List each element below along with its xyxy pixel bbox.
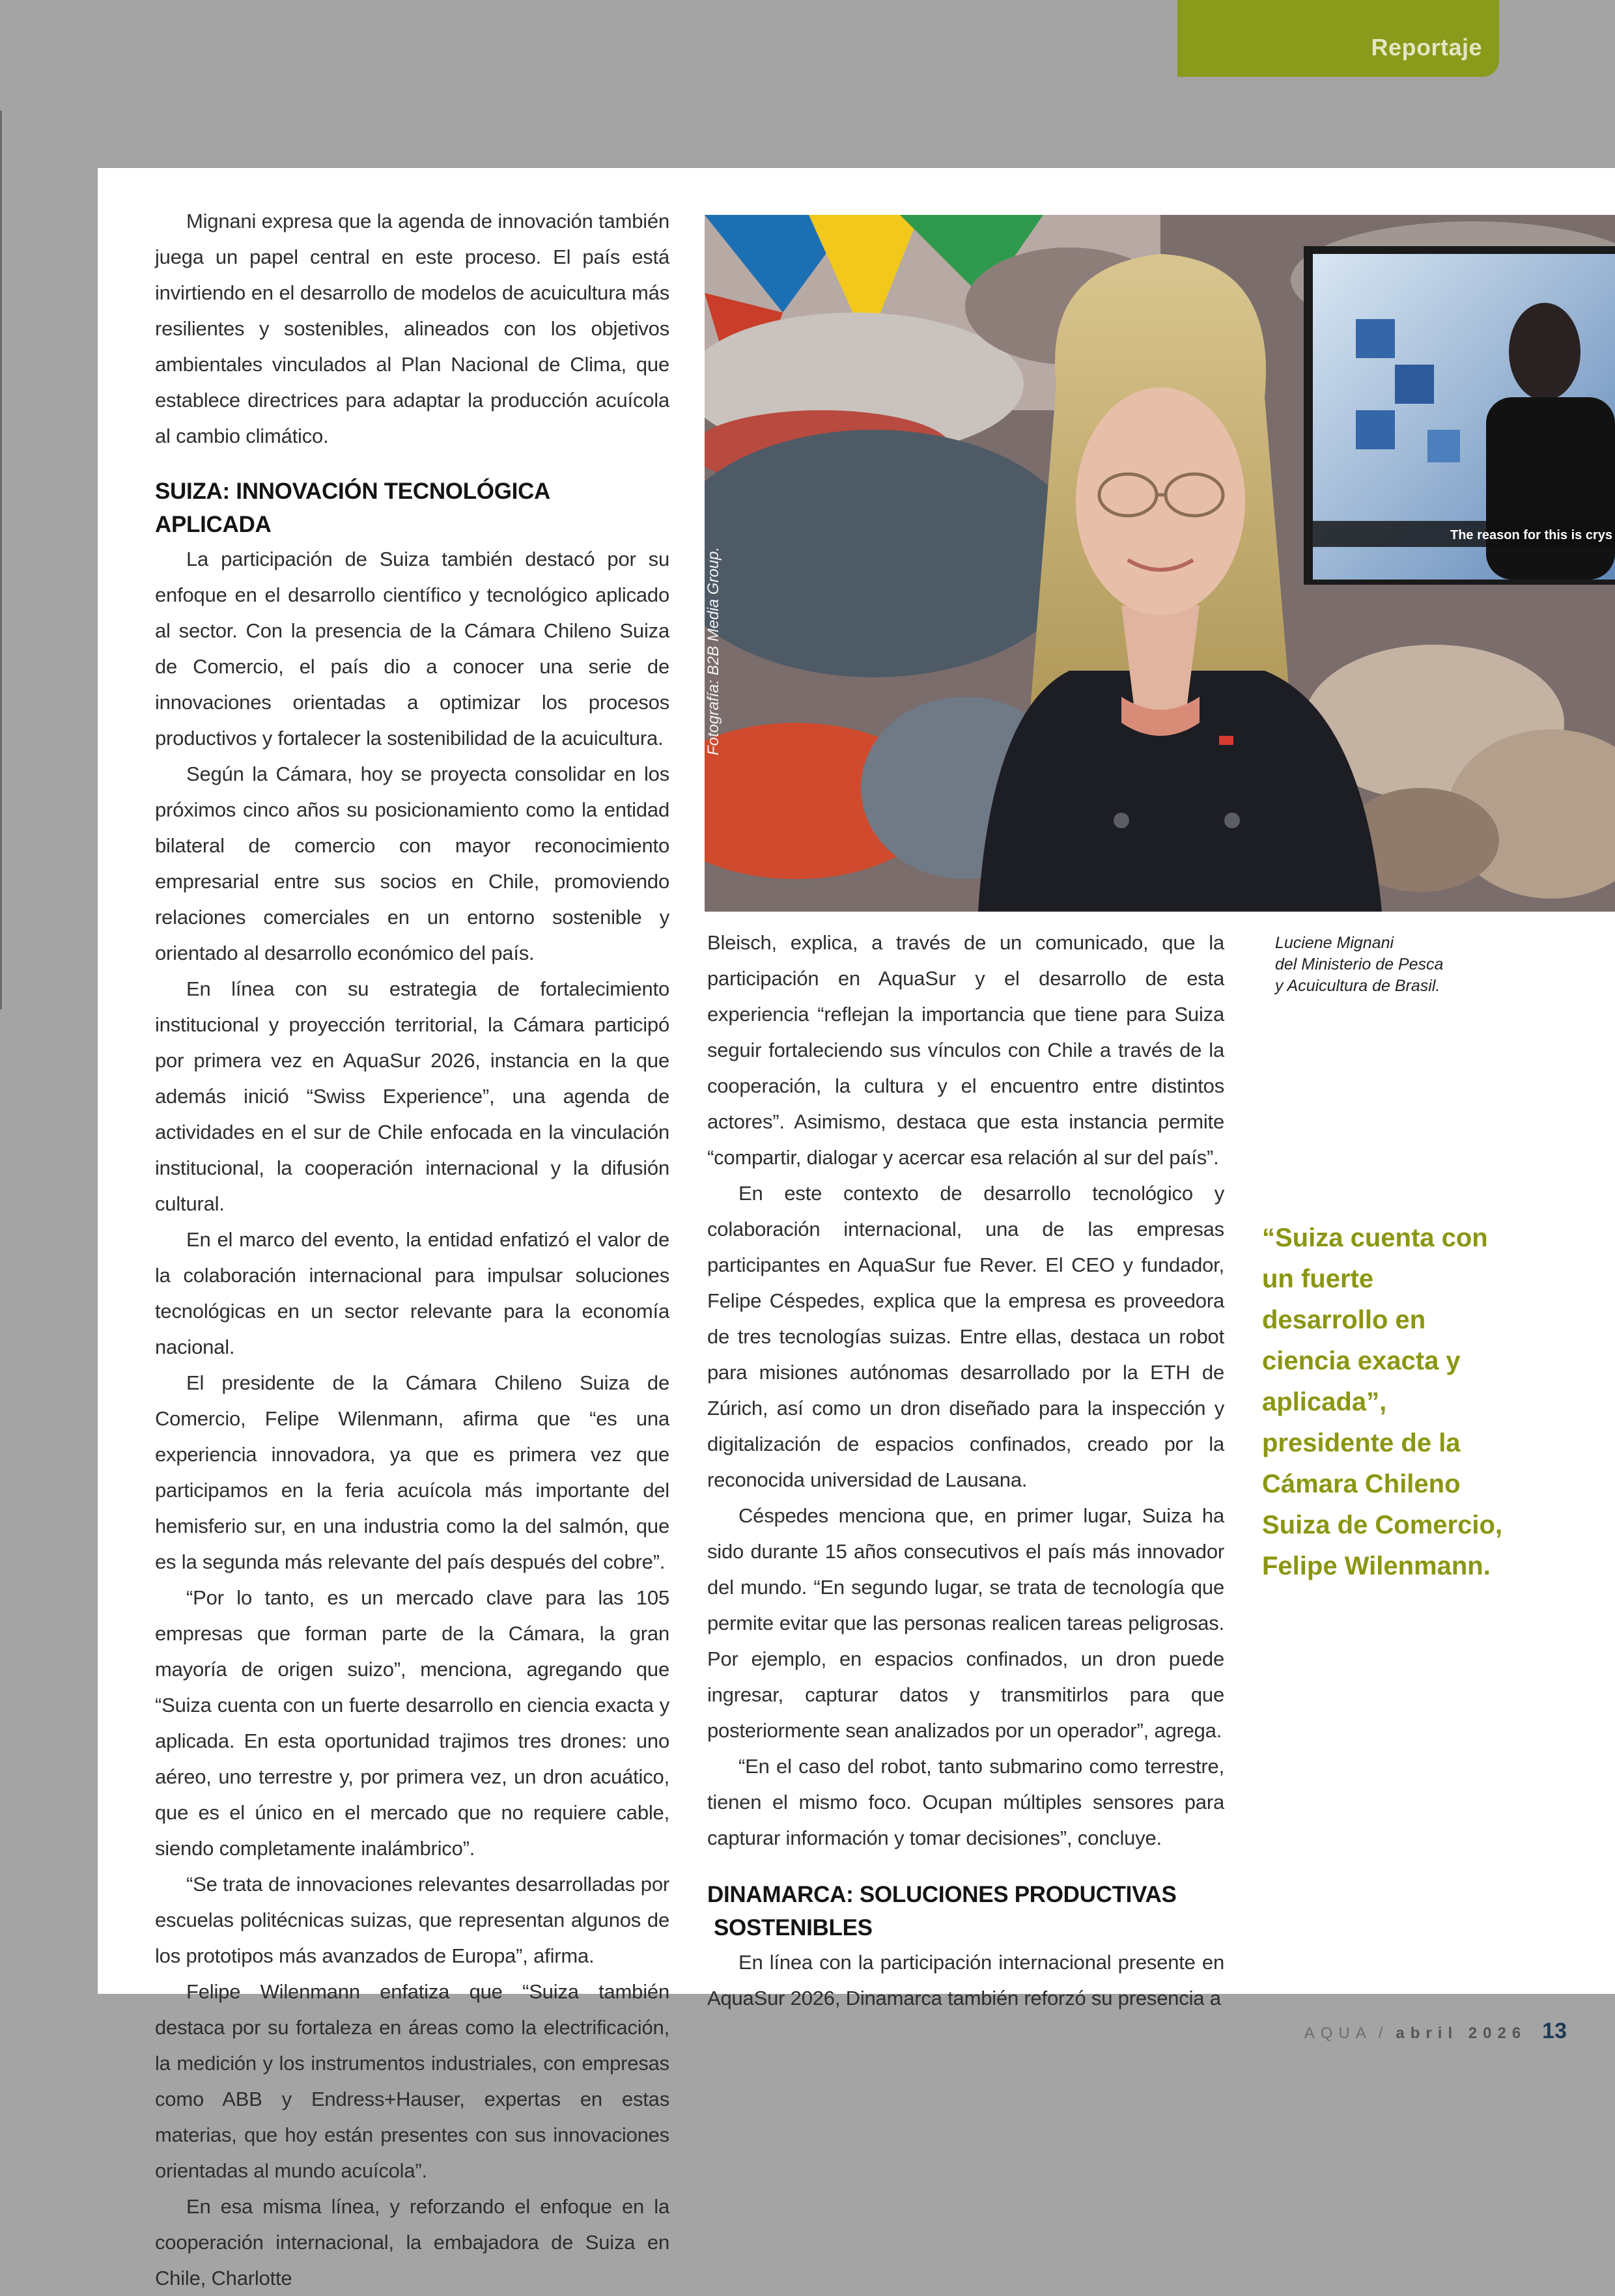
middle-column: [707, 925, 1224, 2016]
paragraph: Céspedes menciona que, en primer lugar, Suiza ha sido durante 15 años consecutivos el país más innovador del mundo. “En segundo lugar, se trata de tecnología que permite evitar que las personas realicen tareas peligrosas. Por ejemplo, en espacios confinados, un dron puede ingresar, capturar datos y transmitirlos para que posteriormente sean analizados por un operador”, agrega.: [707, 1504, 1224, 1742]
paragraph: La participación de Suiza también destacó por su enfoque en el desarrollo científico y tecnológico aplicado al sector. Con la presencia de la Cámara Chileno Suiza de Comercio, el país dio a conocer una serie de innovaciones orientadas a optimizar los procesos productivos y fortalecer la sostenibilidad de la acuicultura.: [155, 548, 669, 749]
paragraph: “En el caso del robot, tanto submarino como terrestre, tienen el mismo foco. Ocupan múltiples sensores para capturar información y tomar decisiones”, concluye.: [707, 1755, 1224, 1849]
photo-illustration: [705, 215, 1615, 912]
feature-photo: [705, 215, 1615, 912]
page-footer: [1304, 2019, 1567, 2044]
left-edge-rule: [0, 111, 2, 1009]
paragraph: En línea con su estrategia de fortalecimiento institucional y proyección territorial, la Cámara participó por primera vez en AquaSur 2026, instancia en la que además inició “Swiss Experience”, una agenda de actividades en el sur de Chile enfocada en la vinculación institucional, la cooperación internacional y la difusión cultural.: [155, 977, 669, 1215]
paragraph: En el marco del evento, la entidad enfatizó el valor de la colaboración internacional para impulsar soluciones tecnológicas en un sector relevante para la economía nacional.: [155, 1228, 669, 1358]
paragraph: “Se trata de innovaciones relevantes desarrolladas por escuelas politécnicas suizas, que representan algunos de los prototipos más avanzados de Europa”, afirma.: [155, 1873, 669, 1967]
section-heading-dinamarca: DINAMARCA: SOLUCIONES PRODUCTIVAS: [707, 1882, 1177, 1907]
paragraph: Según la Cámara, hoy se proyecta consolidar en los próximos cinco años su posicionamiento como la entidad bilateral de comercio con mayor reconocimiento empresarial entre sus socios en Chile, promoviendo relaciones comerciales en un entorno sostenible y orientado al desarrollo económico del país.: [155, 763, 669, 964]
caption-line: del Ministerio de Pesca: [1275, 955, 1444, 973]
pull-quote: “Suiza cuenta con un fuerte desarrollo en ciencia exacta y aplicada”, presidente de la Cámara Chileno Suiza de Comercio, Felipe Wilenmann.: [1262, 1224, 1502, 1580]
paragraph: El presidente de la Cámara Chileno Suiza de Comercio, Felipe Wilenmann, afirma que “es una experiencia innovadora, ya que es primera vez que participamos en la feria acuícola más importante del hemisferio sur, en una industria como la del salmón, que es la segunda más relevante del país después del cobre”.: [155, 1371, 669, 1573]
section-tab: [1177, 0, 1499, 77]
left-column: [155, 203, 669, 2296]
caption-line: Luciene Mignani: [1275, 934, 1394, 952]
magazine-name: AQUA: [1304, 2024, 1372, 2042]
section-heading-dinamarca-cont: SOSTENIBLES: [714, 1915, 873, 1940]
photo-credit: Fotografía: B2B Media Group.: [705, 546, 722, 755]
paragraph: “Por lo tanto, es un mercado clave para las 105 empresas que forman parte de la Cámara, la gran mayoría de origen suizo”, menciona, agregando que “Suiza cuenta con un fuerte desarrollo en ciencia exacta y aplicada. En esta oportunidad trajimos tres drones: uno aéreo, uno terrestre y, por primera vez, un dron acuático, que es el único en el mercado que no requiere cable, siendo completamente inalámbrico”.: [155, 1586, 669, 1860]
paragraph: Mignani expresa que la agenda de innovación también juega un papel central en este proceso. El país está invirtiendo en el desarrollo de modelos de acuicultura más resilientes y sostenibles, alineados con los objetivos ambientales vinculados al Plan Nacional de Clima, que establece directrices para adaptar la producción acuícola al cambio climático.: [155, 210, 669, 447]
paragraph: Felipe Wilenmann enfatiza que “Suiza también destaca por su fortaleza en áreas como la electrificación, la medición y los instrumentos industriales, con empresas como ABB y Endress+Hauser, expertas en estas materias, que hoy están presentes con sus innovaciones orientadas al mundo acuícola”.: [155, 1980, 669, 2182]
paragraph: En este contexto de desarrollo tecnológico y colaboración internacional, una de las empresas participantes en AquaSur fue Rever. El CEO y fundador, Felipe Céspedes, explica que la empresa es proveedora de tres tecnologías suizas. Entre ellas, destaca un robot para misiones autónomas desarrollado por la ETH de Zúrich, así como un dron diseñado para la inspección y digitalización de espacios confinados, creado por la reconocida universidad de Lausana.: [707, 1182, 1224, 1491]
screen-subtitle: The reason for this is crys: [1450, 528, 1612, 542]
issue-date: abril 2026: [1396, 2024, 1527, 2042]
page-number: 13: [1542, 2019, 1567, 2043]
caption-line: y Acuicultura de Brasil.: [1275, 977, 1440, 995]
footer-separator: /: [1378, 2024, 1383, 2042]
paragraph: En esa misma línea, y reforzando el enfoque en la cooperación internacional, la embajadora de Suiza en Chile, Charlotte: [155, 2195, 669, 2289]
section-heading-suiza: SUIZA: INNOVACIÓN TECNOLÓGICA APLICADA: [155, 479, 550, 537]
paragraph: En línea con la participación internacional presente en AquaSur 2026, Dinamarca también reforzó su presencia a: [707, 1951, 1224, 2009]
paragraph: Bleisch, explica, a través de un comunicado, que la participación en AquaSur y el desarrollo de esta experiencia “reflejan la importancia que tiene para Suiza seguir fortaleciendo sus vínculos con Chile a través de la cooperación, la cultura y el encuentro entre distintos actores”. Asimismo, destaca que esta instancia permite “compartir, dialogar y acercar esa relación al sur del país”.: [707, 931, 1224, 1169]
section-label: Reportaje: [1371, 34, 1482, 61]
photo-caption: [1275, 932, 1470, 997]
